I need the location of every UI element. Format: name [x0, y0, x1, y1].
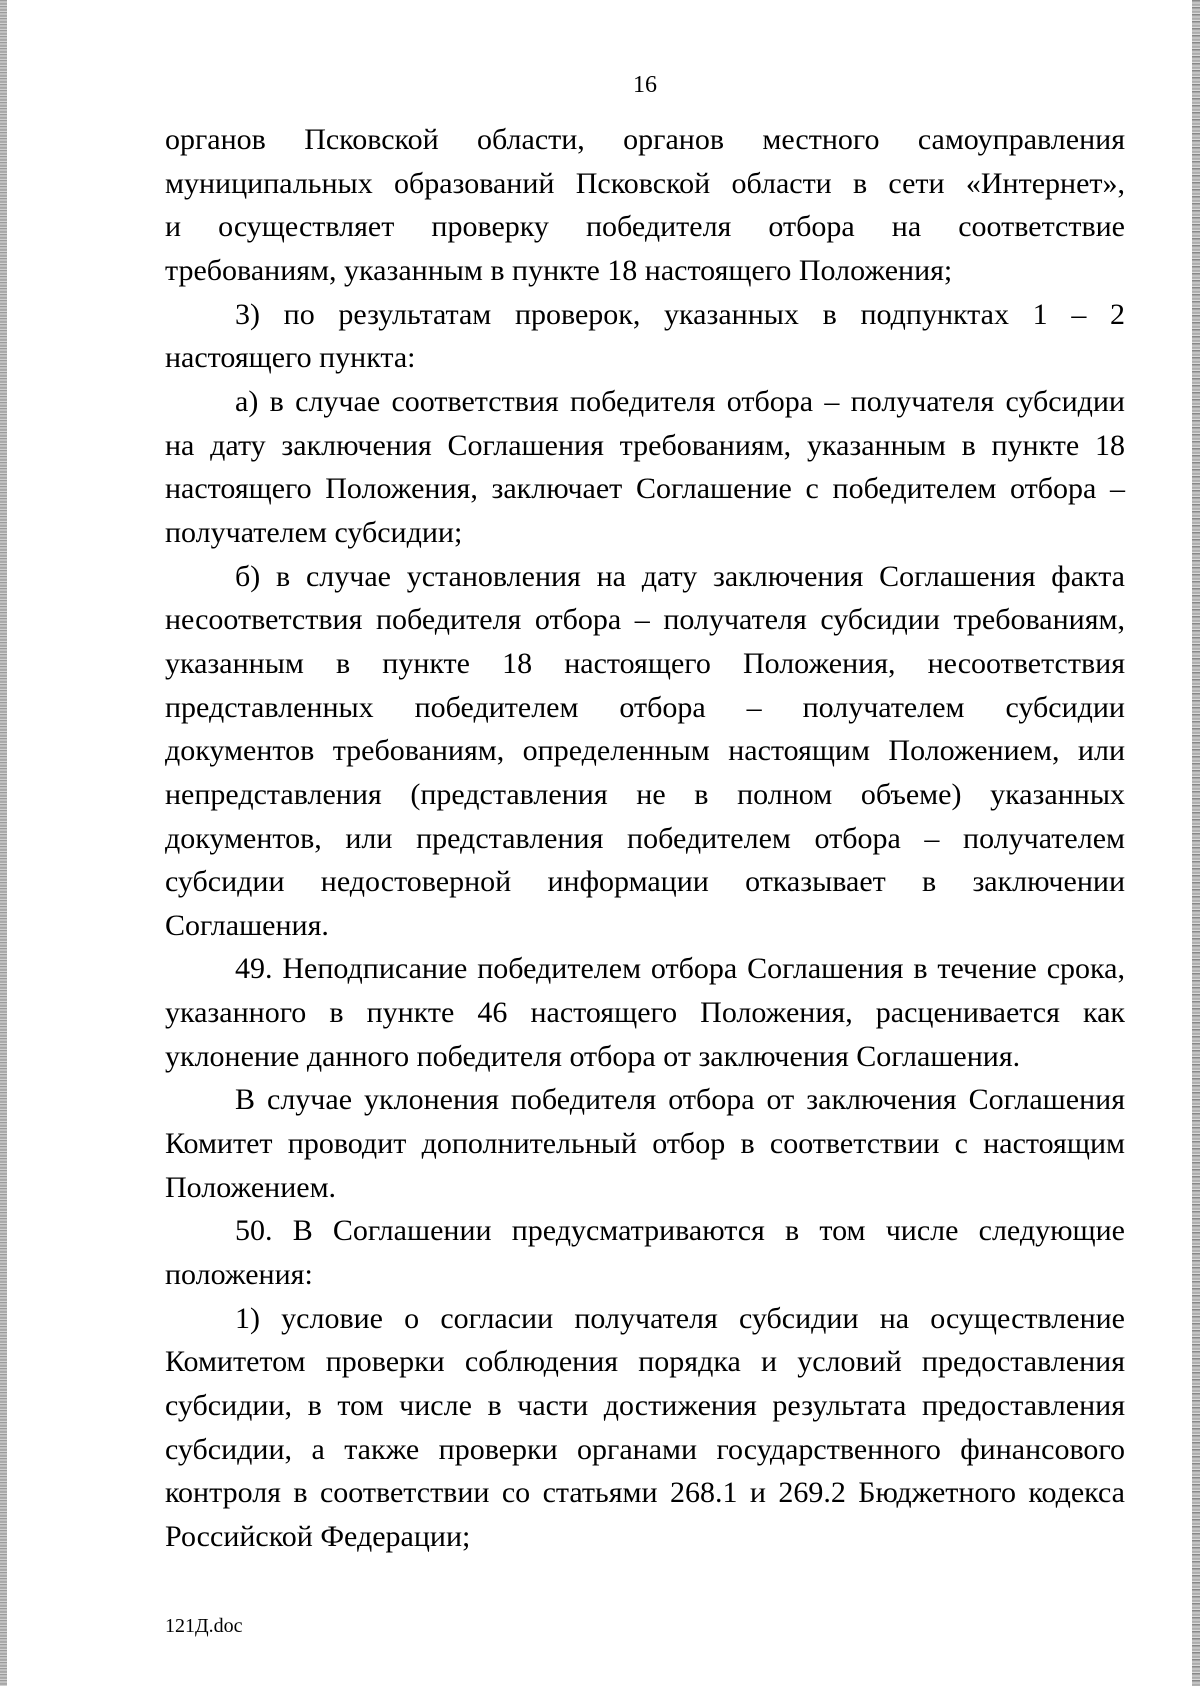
text-line: контроля в соответствии со статьями 268.1 и 269.2 Бюджетного кодекса	[165, 1476, 1125, 1510]
text-line: настоящего Положения, заключает Соглашение с победителем отбора –	[165, 472, 1125, 506]
text-line: Положением.	[165, 1170, 337, 1204]
text-line: несоответствия победителя отбора – получателя субсидии требованиям,	[165, 603, 1125, 637]
text-line: представленных победителем отбора – получателем субсидии	[165, 690, 1125, 724]
text-line: 50. В Соглашении предусматриваются в том числе следующие	[235, 1214, 1125, 1248]
text-line: 49. Неподписание победителем отбора Соглашения в течение срока,	[235, 952, 1125, 986]
text-line: уклонение данного победителя отбора от заключения Соглашения.	[165, 1039, 1021, 1073]
paragraph	[165, 1078, 1125, 1209]
text-line: документов требованиям, определенным настоящим Положением, или	[165, 734, 1125, 768]
text-line: на дату заключения Соглашения требованиям, указанным в пункте 18	[165, 428, 1125, 462]
text-line: настоящего пункта:	[165, 341, 416, 375]
text-line: а) в случае соответствия победителя отбора – получателя субсидии	[235, 384, 1125, 418]
paragraph	[165, 380, 1125, 555]
text-line: Комитет проводит дополнительный отбор в соответствии с настоящим	[165, 1127, 1125, 1161]
text-line: указанным в пункте 18 настоящего Положения, несоответствия	[165, 646, 1125, 680]
text-line: субсидии, а также проверки органами государственного финансового	[165, 1432, 1125, 1466]
text-line: требованиям, указанным в пункте 18 настоящего Положения;	[165, 253, 953, 287]
text-line: Комитетом проверки соблюдения порядка и условий предоставления	[165, 1345, 1125, 1379]
text-line: непредставления (представления не в полном объеме) указанных	[165, 777, 1125, 811]
text-line: Российской Федерации;	[165, 1520, 471, 1553]
paragraph	[165, 293, 1125, 380]
text-line: субсидии, в том числе в части достижения результата предоставления	[165, 1389, 1125, 1423]
footer-filename: 121Д.doc	[165, 1615, 243, 1637]
paragraph	[165, 1209, 1125, 1296]
text-line: субсидии недостоверной информации отказывает в заключении	[165, 865, 1125, 899]
text-line: документов, или представления победителем отбора – получателем	[165, 821, 1125, 855]
text-line: муниципальных образований Псковской области в сети «Интернет»,	[165, 166, 1125, 200]
text-line: и осуществляет проверку победителя отбора на соответствие	[165, 210, 1125, 244]
text-line: положения:	[165, 1258, 313, 1292]
paragraph	[165, 118, 1125, 293]
text-line: указанного в пункте 46 настоящего Положения, расценивается как	[165, 996, 1125, 1030]
text-line: б) в случае установления на дату заключения Соглашения факта	[235, 559, 1125, 593]
text-line: Соглашения.	[165, 908, 329, 942]
scan-edge-left	[0, 0, 7, 1686]
paragraph	[165, 947, 1125, 1078]
text-line: 3) по результатам проверок, указанных в подпунктах 1 – 2	[235, 297, 1125, 331]
text-line: 1) условие о согласии получателя субсидии на осуществление	[235, 1301, 1125, 1335]
page-number: 16	[633, 72, 657, 98]
scan-edge-right	[1192, 0, 1200, 1686]
text-line: получателем субсидии;	[165, 515, 463, 549]
text-line: В случае уклонения победителя отбора от заключения Соглашения	[235, 1083, 1125, 1117]
paragraph	[165, 555, 1125, 948]
text-line: органов Псковской области, органов местного самоуправления	[165, 123, 1125, 156]
document-body	[165, 118, 1125, 1559]
paragraph	[165, 1297, 1125, 1559]
